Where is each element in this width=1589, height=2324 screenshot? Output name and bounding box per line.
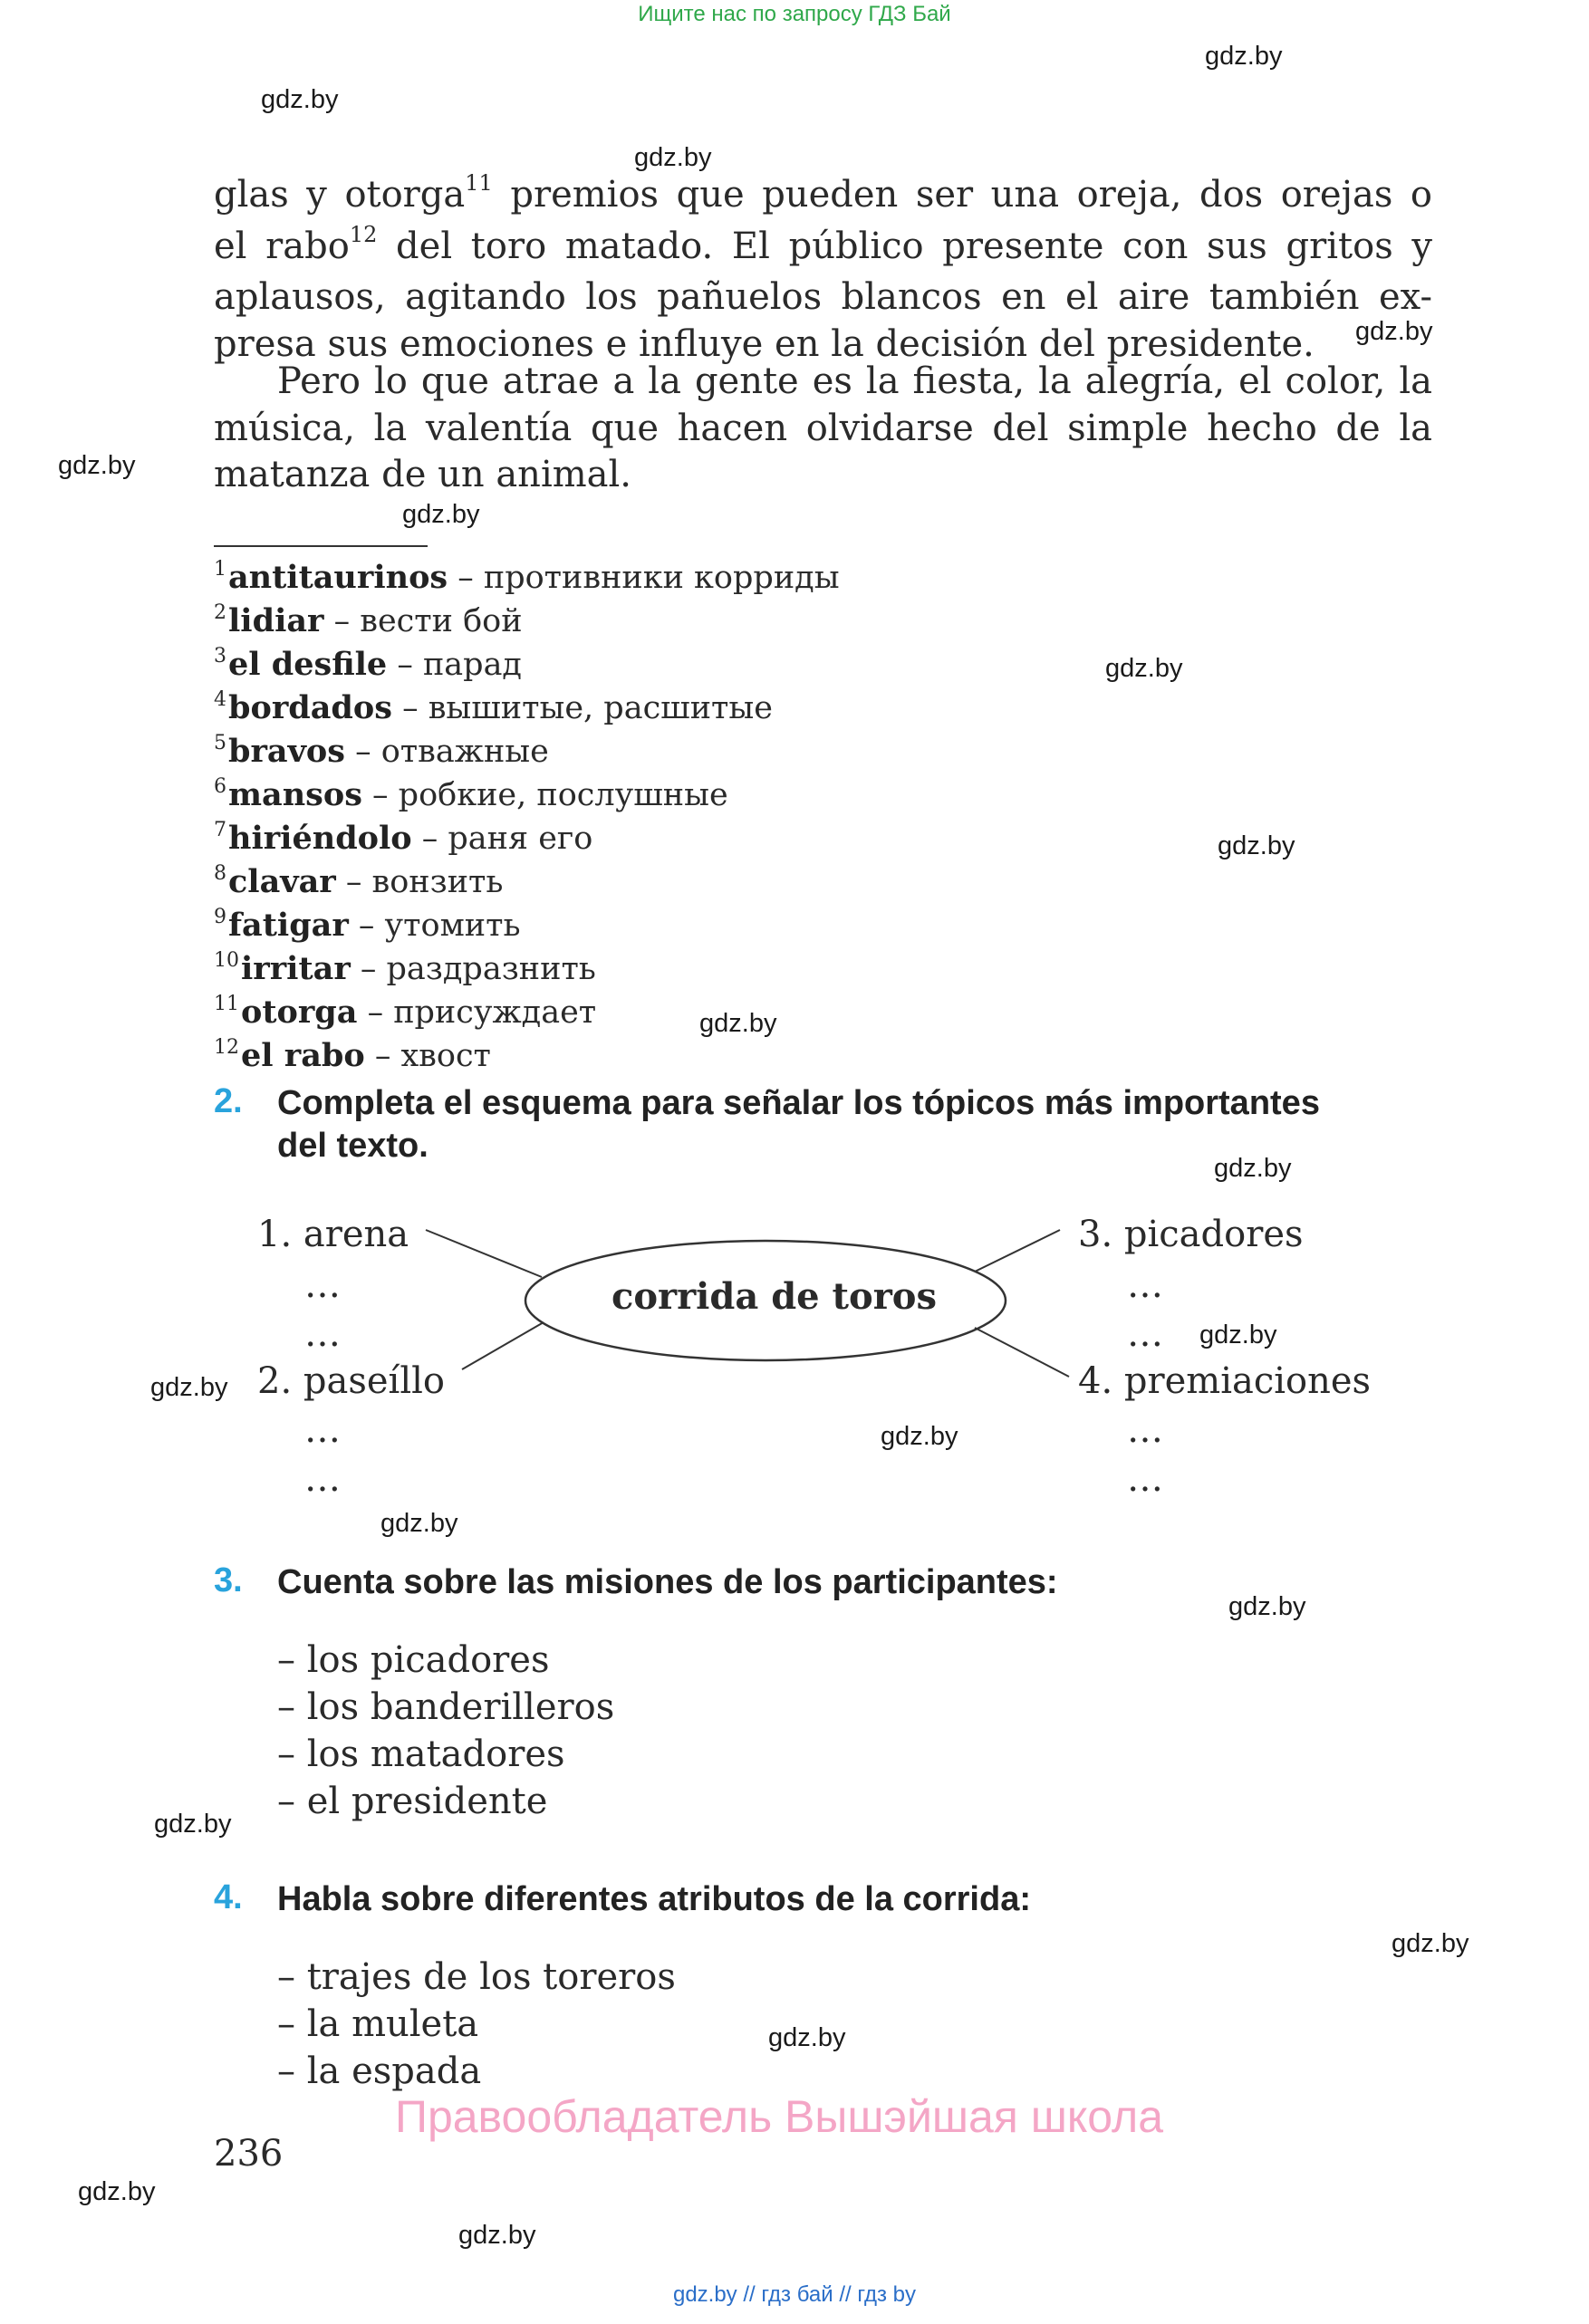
footnote: $^4$bordados – вышитые, расшитые bbox=[214, 688, 773, 726]
watermark: gdz.by bbox=[402, 500, 480, 529]
footnote-divider bbox=[214, 545, 428, 547]
text-line: música, la valentía que hacen olvidarse del simple hecho de la bbox=[214, 407, 1432, 449]
list-item: – los picadores bbox=[277, 1639, 550, 1681]
paragraph-1 bbox=[214, 172, 1432, 368]
task-2-number: 2. bbox=[214, 1082, 243, 1120]
task-2-text bbox=[277, 1082, 1320, 1167]
footnote: $^2$lidiar – вести бой bbox=[214, 601, 523, 639]
diagram-item-2: 2. paseíllo bbox=[257, 1360, 445, 1402]
topic-diagram bbox=[0, 1177, 1589, 1540]
task-2-line: del texto. bbox=[277, 1127, 429, 1165]
connector-line bbox=[975, 1230, 1060, 1272]
list-item: – el presidente bbox=[277, 1781, 548, 1822]
text-line: matanza de un animal. bbox=[214, 454, 632, 495]
top-note: Ищите нас по запросу ГДЗ Бай bbox=[638, 2, 951, 26]
list-item: – la espada bbox=[277, 2050, 482, 2092]
text-line: presa sus emociones e influye en la decisión del presidente. bbox=[214, 322, 1315, 365]
ellipsis: … bbox=[304, 1264, 342, 1306]
rights-holder: Правообладатель Вышэйшая школа bbox=[395, 2091, 1163, 2142]
connector-line bbox=[462, 1322, 544, 1369]
footnote: $^6$mansos – робкие, послушные bbox=[214, 775, 728, 813]
diagram-item-3: 3. picadores bbox=[1078, 1214, 1304, 1255]
watermark: gdz.by bbox=[261, 85, 339, 114]
footnote: $^7$hiriéndolo – раня его bbox=[214, 819, 593, 857]
footnote: $^5$bravos – отважные bbox=[214, 732, 549, 770]
task-2-line: Completa el esquema para señalar los tópicos más importantes bbox=[277, 1084, 1320, 1122]
bottom-links[interactable]: gdz.by // гдз бай // гдз by bbox=[672, 2282, 917, 2307]
footnote: $^{11}$otorga – присуждает bbox=[214, 993, 597, 1031]
text-line: aplausos, agitando los pañuelos blancos en el aire también ex- bbox=[214, 276, 1432, 318]
diagram-center-label: corrida de toros bbox=[612, 1275, 937, 1318]
ellipsis: … bbox=[1127, 1313, 1165, 1355]
task-3-number: 3. bbox=[214, 1561, 243, 1599]
ellipsis: … bbox=[1127, 1264, 1165, 1306]
watermark: gdz.by bbox=[1392, 1929, 1469, 1958]
text-line: glas y otorga$^{11}$ premios que pueden ser una oreja, dos orejas o bbox=[214, 170, 1432, 216]
watermark: gdz.by bbox=[1205, 42, 1283, 71]
list-item: – trajes de los toreros bbox=[277, 1956, 676, 1998]
page-number: 236 bbox=[214, 2133, 284, 2175]
diagram-item-4: 4. premiaciones bbox=[1078, 1360, 1372, 1402]
watermark: gdz.by bbox=[1105, 654, 1183, 683]
list-item: – los matadores bbox=[277, 1733, 565, 1775]
footnote: $^9$fatigar – утомить bbox=[214, 906, 521, 944]
watermark: gdz.by bbox=[699, 1009, 777, 1038]
watermark: gdz.by bbox=[1355, 317, 1433, 346]
watermark: gdz.by bbox=[1228, 1592, 1306, 1621]
diagram-item-1: 1. arena bbox=[257, 1214, 409, 1255]
ellipsis: … bbox=[304, 1313, 342, 1355]
footnote: $^{12}$el rabo – хвост bbox=[214, 1036, 491, 1074]
watermark: gdz.by bbox=[154, 1810, 232, 1839]
ellipsis: … bbox=[1127, 1409, 1165, 1451]
watermark: gdz.by bbox=[58, 451, 136, 480]
footnote: $^3$el desfile – парад bbox=[214, 645, 522, 683]
watermark: gdz.by bbox=[458, 2221, 536, 2250]
footnote-list bbox=[214, 558, 840, 1080]
watermark: gdz.by bbox=[150, 1373, 228, 1402]
task-4-text: Habla sobre diferentes atributos de la corrida: bbox=[277, 1880, 1031, 1918]
watermark: gdz.by bbox=[1214, 1154, 1292, 1183]
watermark: gdz.by bbox=[1218, 831, 1295, 860]
watermark: gdz.by bbox=[634, 143, 712, 172]
paragraph-2 bbox=[214, 359, 1432, 499]
ellipsis: … bbox=[304, 1458, 342, 1500]
connector-line bbox=[426, 1230, 542, 1277]
footnote: $^8$clavar – вонзить bbox=[214, 862, 504, 900]
ellipsis: … bbox=[304, 1409, 342, 1451]
list-item: – la muleta bbox=[277, 2003, 479, 2045]
watermark: gdz.by bbox=[380, 1509, 458, 1538]
watermark: gdz.by bbox=[78, 2177, 156, 2206]
footnote: $^1$antitaurinos – противники корриды bbox=[214, 558, 840, 596]
ellipsis: … bbox=[1127, 1458, 1165, 1500]
task-4-number: 4. bbox=[214, 1878, 243, 1916]
watermark: gdz.by bbox=[768, 2023, 846, 2052]
connector-line bbox=[975, 1328, 1069, 1377]
task-3-text: Cuenta sobre las misiones de los participantes: bbox=[277, 1563, 1058, 1601]
list-item: – los banderilleros bbox=[277, 1686, 615, 1728]
watermark: gdz.by bbox=[1199, 1320, 1277, 1349]
text-line: Pero lo que atrae a la gente es la fiesta, la alegría, el color, la bbox=[277, 360, 1432, 402]
footnote: $^{10}$irritar – раздразнить bbox=[214, 949, 596, 987]
text-line: el rabo$^{12}$ del toro matado. El público presente con sus gritos y bbox=[214, 221, 1432, 267]
watermark: gdz.by bbox=[881, 1422, 958, 1451]
